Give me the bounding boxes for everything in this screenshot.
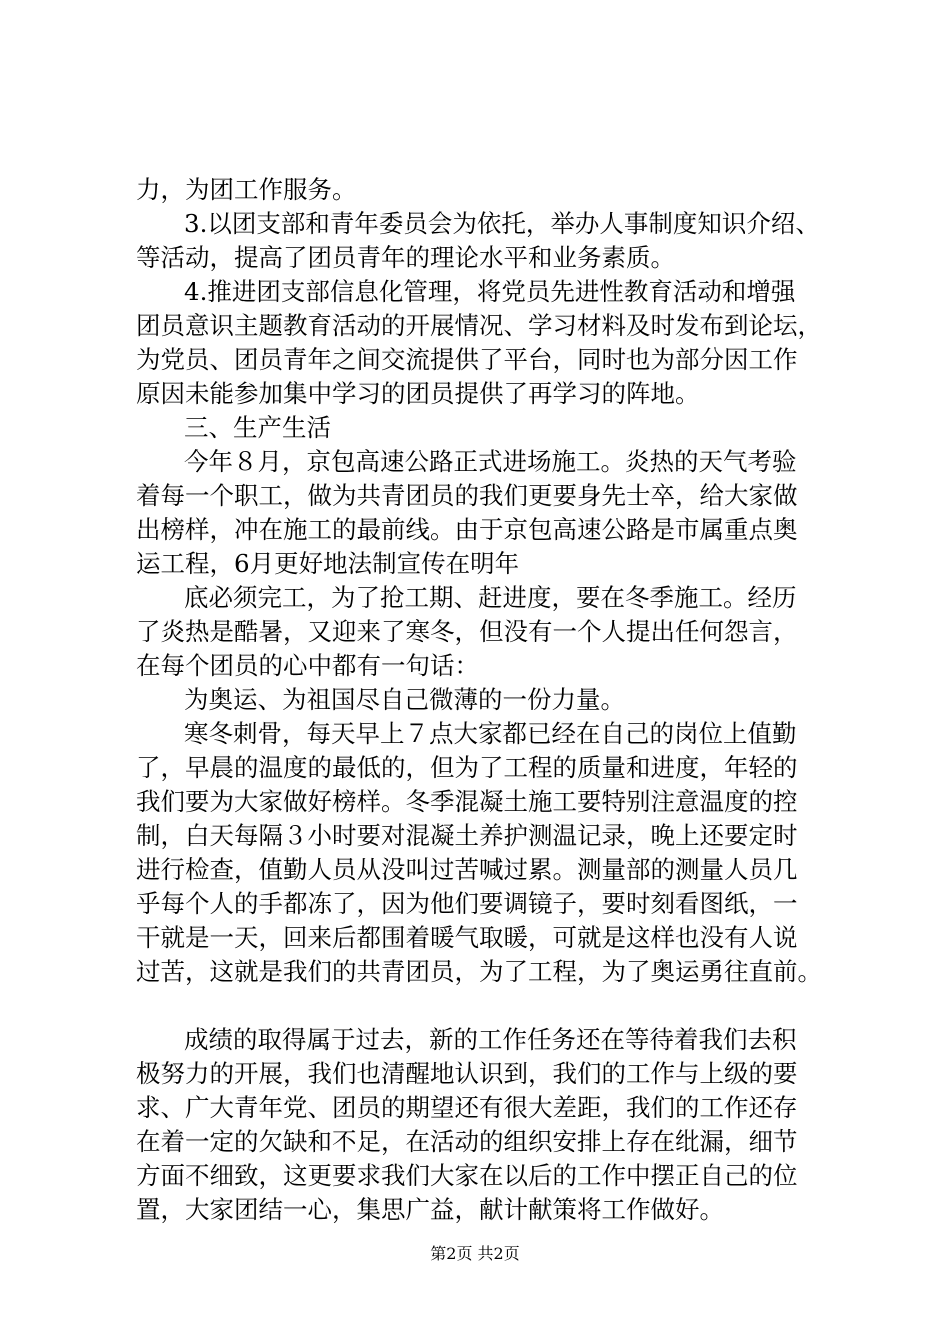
- text-line: 干就是一天，回来后都围着暖气取暖，可就是这样也没有人说: [136, 923, 798, 952]
- text-line: 过苦，这就是我们的共青团员，为了工程，为了奥运勇往直前。: [136, 957, 822, 986]
- blank-line: [136, 989, 856, 1023]
- text-line: 极努力的开展，我们也清醒地认识到，我们的工作与上级的要: [136, 1059, 798, 1088]
- text-line: 为党员、团员青年之间交流提供了平台，同时也为部分因工作: [136, 345, 798, 374]
- text-line: 成绩的取得属于过去，新的工作任务还在等待着我们去积: [184, 1025, 797, 1054]
- text-line: 乎每个人的手都冻了，因为他们要调镜子，要时刻看图纸，一: [136, 889, 798, 918]
- text-line: 原因未能参加集中学习的团员提供了再学习的阵地。: [136, 379, 700, 408]
- text-line: 进行检查，值勤人员从没叫过苦喊过累。测量部的测量人员几: [136, 855, 798, 884]
- text-line: 今年８月，京包高速公路正式进场施工。炎热的天气考验: [184, 447, 797, 476]
- text-line: 为奥运、为祖国尽自己微薄的一份力量。: [184, 685, 625, 714]
- text-line: 了炎热是酷暑，又迎来了寒冬，但没有一个人提出任何怨言，: [136, 617, 798, 646]
- text-line: 出榜样，冲在施工的最前线。由于京包高速公路是市属重点奥: [136, 515, 798, 544]
- text-line: 置，大家团结一心，集思广益，献计献策将工作做好。: [136, 1195, 724, 1224]
- text-line: 求、广大青年党、团员的期望还有很大差距，我们的工作还存: [136, 1093, 798, 1122]
- text-line: 团员意识主题教育活动的开展情况、学习材料及时发布到论坛，: [136, 311, 822, 340]
- document-body: [136, 173, 856, 1227]
- text-line: 着每一个职工，做为共青团员的我们更要身先士卒，给大家做: [136, 481, 798, 510]
- text-line: 等活动，提高了团员青年的理论水平和业务素质。: [136, 243, 675, 272]
- text-line: 在每个团员的心中都有一句话：: [136, 651, 479, 680]
- text-line: 寒冬刺骨，每天早上７点大家都已经在自己的岗位上值勤: [184, 719, 797, 748]
- page-footer: 第2页 共2页: [430, 1244, 520, 1263]
- text-line: 了，早晨的温度的最低的，但为了工程的质量和进度，年轻的: [136, 753, 798, 782]
- text-line: 4.推进团支部信息化管理，将党员先进性教育活动和增强: [184, 277, 796, 306]
- text-line: 3.以团支部和青年委员会为依托，举办人事制度知识介绍、: [184, 209, 820, 238]
- text-line: 方面不细致，这更要求我们大家在以后的工作中摆正自己的位: [136, 1161, 798, 1190]
- text-line: 运工程，6月更好地法制宣传在明年: [136, 549, 520, 578]
- text-line: 三、生产生活: [184, 413, 331, 442]
- text-line: 底必须完工，为了抢工期、赶进度，要在冬季施工。经历: [184, 583, 797, 612]
- text-line: 我们要为大家做好榜样。冬季混凝土施工要特别注意温度的控: [136, 787, 798, 816]
- text-line: 在着一定的欠缺和不足，在活动的组织安排上存在纰漏，细节: [136, 1127, 798, 1156]
- text-line: 制，白天每隔３小时要对混凝土养护测温记录，晚上还要定时: [136, 821, 798, 850]
- text-line: 力，为团工作服务。: [136, 175, 357, 204]
